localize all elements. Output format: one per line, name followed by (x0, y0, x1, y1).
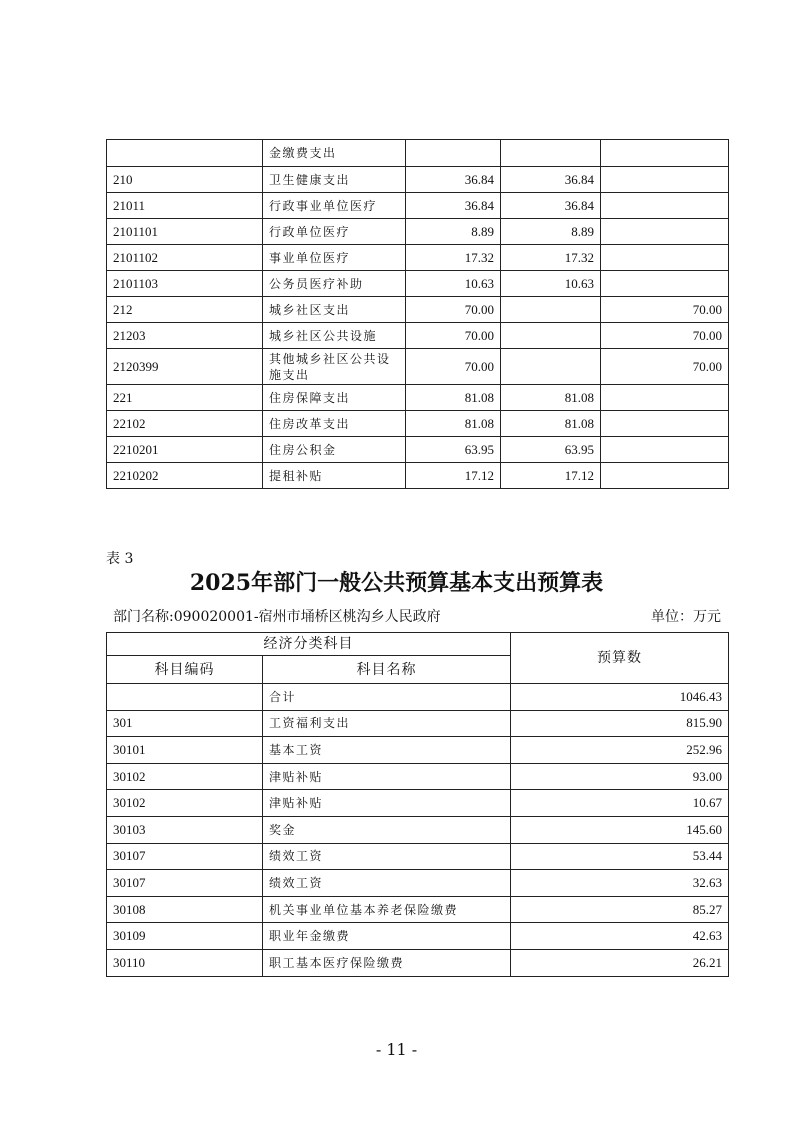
total-amount: 8.89 (406, 219, 501, 245)
table-row (107, 385, 729, 411)
table-row (107, 463, 729, 489)
project-amount (601, 193, 729, 219)
table-row (107, 949, 729, 976)
project-amount: 70.00 (601, 297, 729, 323)
budget-amount: 93.00 (511, 763, 729, 790)
total-amount: 70.00 (406, 349, 501, 385)
subject-name: 职业年金缴费 (263, 923, 511, 950)
subject-code: 30102 (107, 763, 263, 790)
subject-name: 公务员医疗补助 (263, 271, 406, 297)
subject-code: 30101 (107, 737, 263, 764)
basic-amount (501, 297, 601, 323)
subject-code: 210 (107, 167, 263, 193)
table-row (107, 790, 729, 817)
table-row (107, 167, 729, 193)
total-amount: 70.00 (406, 297, 501, 323)
basic-amount: 36.84 (501, 193, 601, 219)
expenditure-table-continued (106, 139, 729, 489)
total-amount: 70.00 (406, 323, 501, 349)
budget-amount: 26.21 (511, 949, 729, 976)
subject-name: 住房保障支出 (263, 385, 406, 411)
subject-name: 提租补贴 (263, 463, 406, 489)
table-row (107, 684, 729, 711)
subject-code: 30110 (107, 949, 263, 976)
project-amount (601, 245, 729, 271)
subject-name: 合计 (263, 684, 511, 711)
subject-code: 2210202 (107, 463, 263, 489)
basic-amount: 36.84 (501, 167, 601, 193)
subject-code: 21203 (107, 323, 263, 349)
project-amount (601, 385, 729, 411)
subject-code: 30108 (107, 896, 263, 923)
subject-code: 30107 (107, 843, 263, 870)
table-row (107, 219, 729, 245)
subject-name: 住房改革支出 (263, 411, 406, 437)
basic-expenditure-table (106, 632, 729, 977)
subject-name: 基本工资 (263, 737, 511, 764)
project-amount: 70.00 (601, 349, 729, 385)
header-economic-category: 经济分类科目 (107, 633, 511, 656)
project-amount (601, 140, 729, 167)
subject-code: 21011 (107, 193, 263, 219)
header-subject-name: 科目名称 (263, 656, 511, 684)
subject-name: 住房公积金 (263, 437, 406, 463)
subject-code: 212 (107, 297, 263, 323)
table-row (107, 323, 729, 349)
budget-amount: 815.90 (511, 710, 729, 737)
basic-amount: 17.12 (501, 463, 601, 489)
header-budget-amount: 预算数 (511, 633, 729, 684)
total-amount: 81.08 (406, 411, 501, 437)
budget-amount: 1046.43 (511, 684, 729, 711)
table-row (107, 737, 729, 764)
budget-amount: 42.63 (511, 923, 729, 950)
table-row (107, 843, 729, 870)
subject-name: 绩效工资 (263, 870, 511, 897)
subject-code: 2101102 (107, 245, 263, 271)
project-amount: 70.00 (601, 323, 729, 349)
basic-amount: 63.95 (501, 437, 601, 463)
basic-amount: 17.32 (501, 245, 601, 271)
basic-amount: 10.63 (501, 271, 601, 297)
subject-name: 机关事业单位基本养老保险缴费 (263, 896, 511, 923)
subject-code: 30109 (107, 923, 263, 950)
basic-amount: 8.89 (501, 219, 601, 245)
budget-amount: 252.96 (511, 737, 729, 764)
table-row (107, 710, 729, 737)
subject-name: 城乡社区支出 (263, 297, 406, 323)
budget-amount: 145.60 (511, 816, 729, 843)
table-row (107, 193, 729, 219)
subject-code: 301 (107, 710, 263, 737)
table-row (107, 140, 729, 167)
subject-name: 职工基本医疗保险缴费 (263, 949, 511, 976)
subject-code (107, 684, 263, 711)
total-amount: 63.95 (406, 437, 501, 463)
project-amount (601, 219, 729, 245)
table-row (107, 271, 729, 297)
table-row (107, 245, 729, 271)
subject-code: 221 (107, 385, 263, 411)
total-amount: 36.84 (406, 167, 501, 193)
subject-code: 30102 (107, 790, 263, 817)
total-amount (406, 140, 501, 167)
page-number: - 11 - (375, 1040, 418, 1059)
subject-name: 城乡社区公共设施 (263, 323, 406, 349)
subject-code: 30103 (107, 816, 263, 843)
budget-amount: 10.67 (511, 790, 729, 817)
table-row (107, 923, 729, 950)
table-row (107, 411, 729, 437)
total-amount: 17.32 (406, 245, 501, 271)
table-row (107, 437, 729, 463)
table-row (107, 349, 729, 385)
subject-name: 事业单位医疗 (263, 245, 406, 271)
subject-name: 津贴补贴 (263, 763, 511, 790)
subject-code: 2101101 (107, 219, 263, 245)
basic-amount (501, 323, 601, 349)
project-amount (601, 271, 729, 297)
table-row (107, 816, 729, 843)
total-amount: 10.63 (406, 271, 501, 297)
basic-amount: 81.08 (501, 385, 601, 411)
table-row (107, 870, 729, 897)
table-title: 2025年部门一般公共预算基本支出预算表 (189, 570, 604, 596)
project-amount (601, 437, 729, 463)
subject-name: 津贴补贴 (263, 790, 511, 817)
subject-name: 行政单位医疗 (263, 219, 406, 245)
subject-name: 其他城乡社区公共设施支出 (263, 349, 406, 385)
total-amount: 81.08 (406, 385, 501, 411)
total-amount: 36.84 (406, 193, 501, 219)
subject-code: 30107 (107, 870, 263, 897)
subject-name: 绩效工资 (263, 843, 511, 870)
project-amount (601, 167, 729, 193)
budget-amount: 32.63 (511, 870, 729, 897)
subject-code: 2101103 (107, 271, 263, 297)
table-row (107, 896, 729, 923)
unit-label: 单位：万元 (651, 609, 721, 625)
subject-name: 卫生健康支出 (263, 167, 406, 193)
subject-name: 工资福利支出 (263, 710, 511, 737)
project-amount (601, 463, 729, 489)
basic-amount: 81.08 (501, 411, 601, 437)
project-amount (601, 411, 729, 437)
subject-code (107, 140, 263, 167)
basic-amount (501, 349, 601, 385)
total-amount: 17.12 (406, 463, 501, 489)
subject-name: 行政事业单位医疗 (263, 193, 406, 219)
basic-amount (501, 140, 601, 167)
header-subject-code: 科目编码 (107, 656, 263, 684)
table-row (107, 297, 729, 323)
subject-code: 2210201 (107, 437, 263, 463)
table-label: 表 3 (106, 551, 134, 567)
budget-amount: 53.44 (511, 843, 729, 870)
subject-code: 2120399 (107, 349, 263, 385)
budget-amount: 85.27 (511, 896, 729, 923)
subject-name: 奖金 (263, 816, 511, 843)
subject-code: 22102 (107, 411, 263, 437)
department-name: 部门名称:090020001-宿州市埇桥区桃沟乡人民政府 (113, 609, 441, 625)
table-row (107, 763, 729, 790)
subject-name: 金缴费支出 (263, 140, 406, 167)
